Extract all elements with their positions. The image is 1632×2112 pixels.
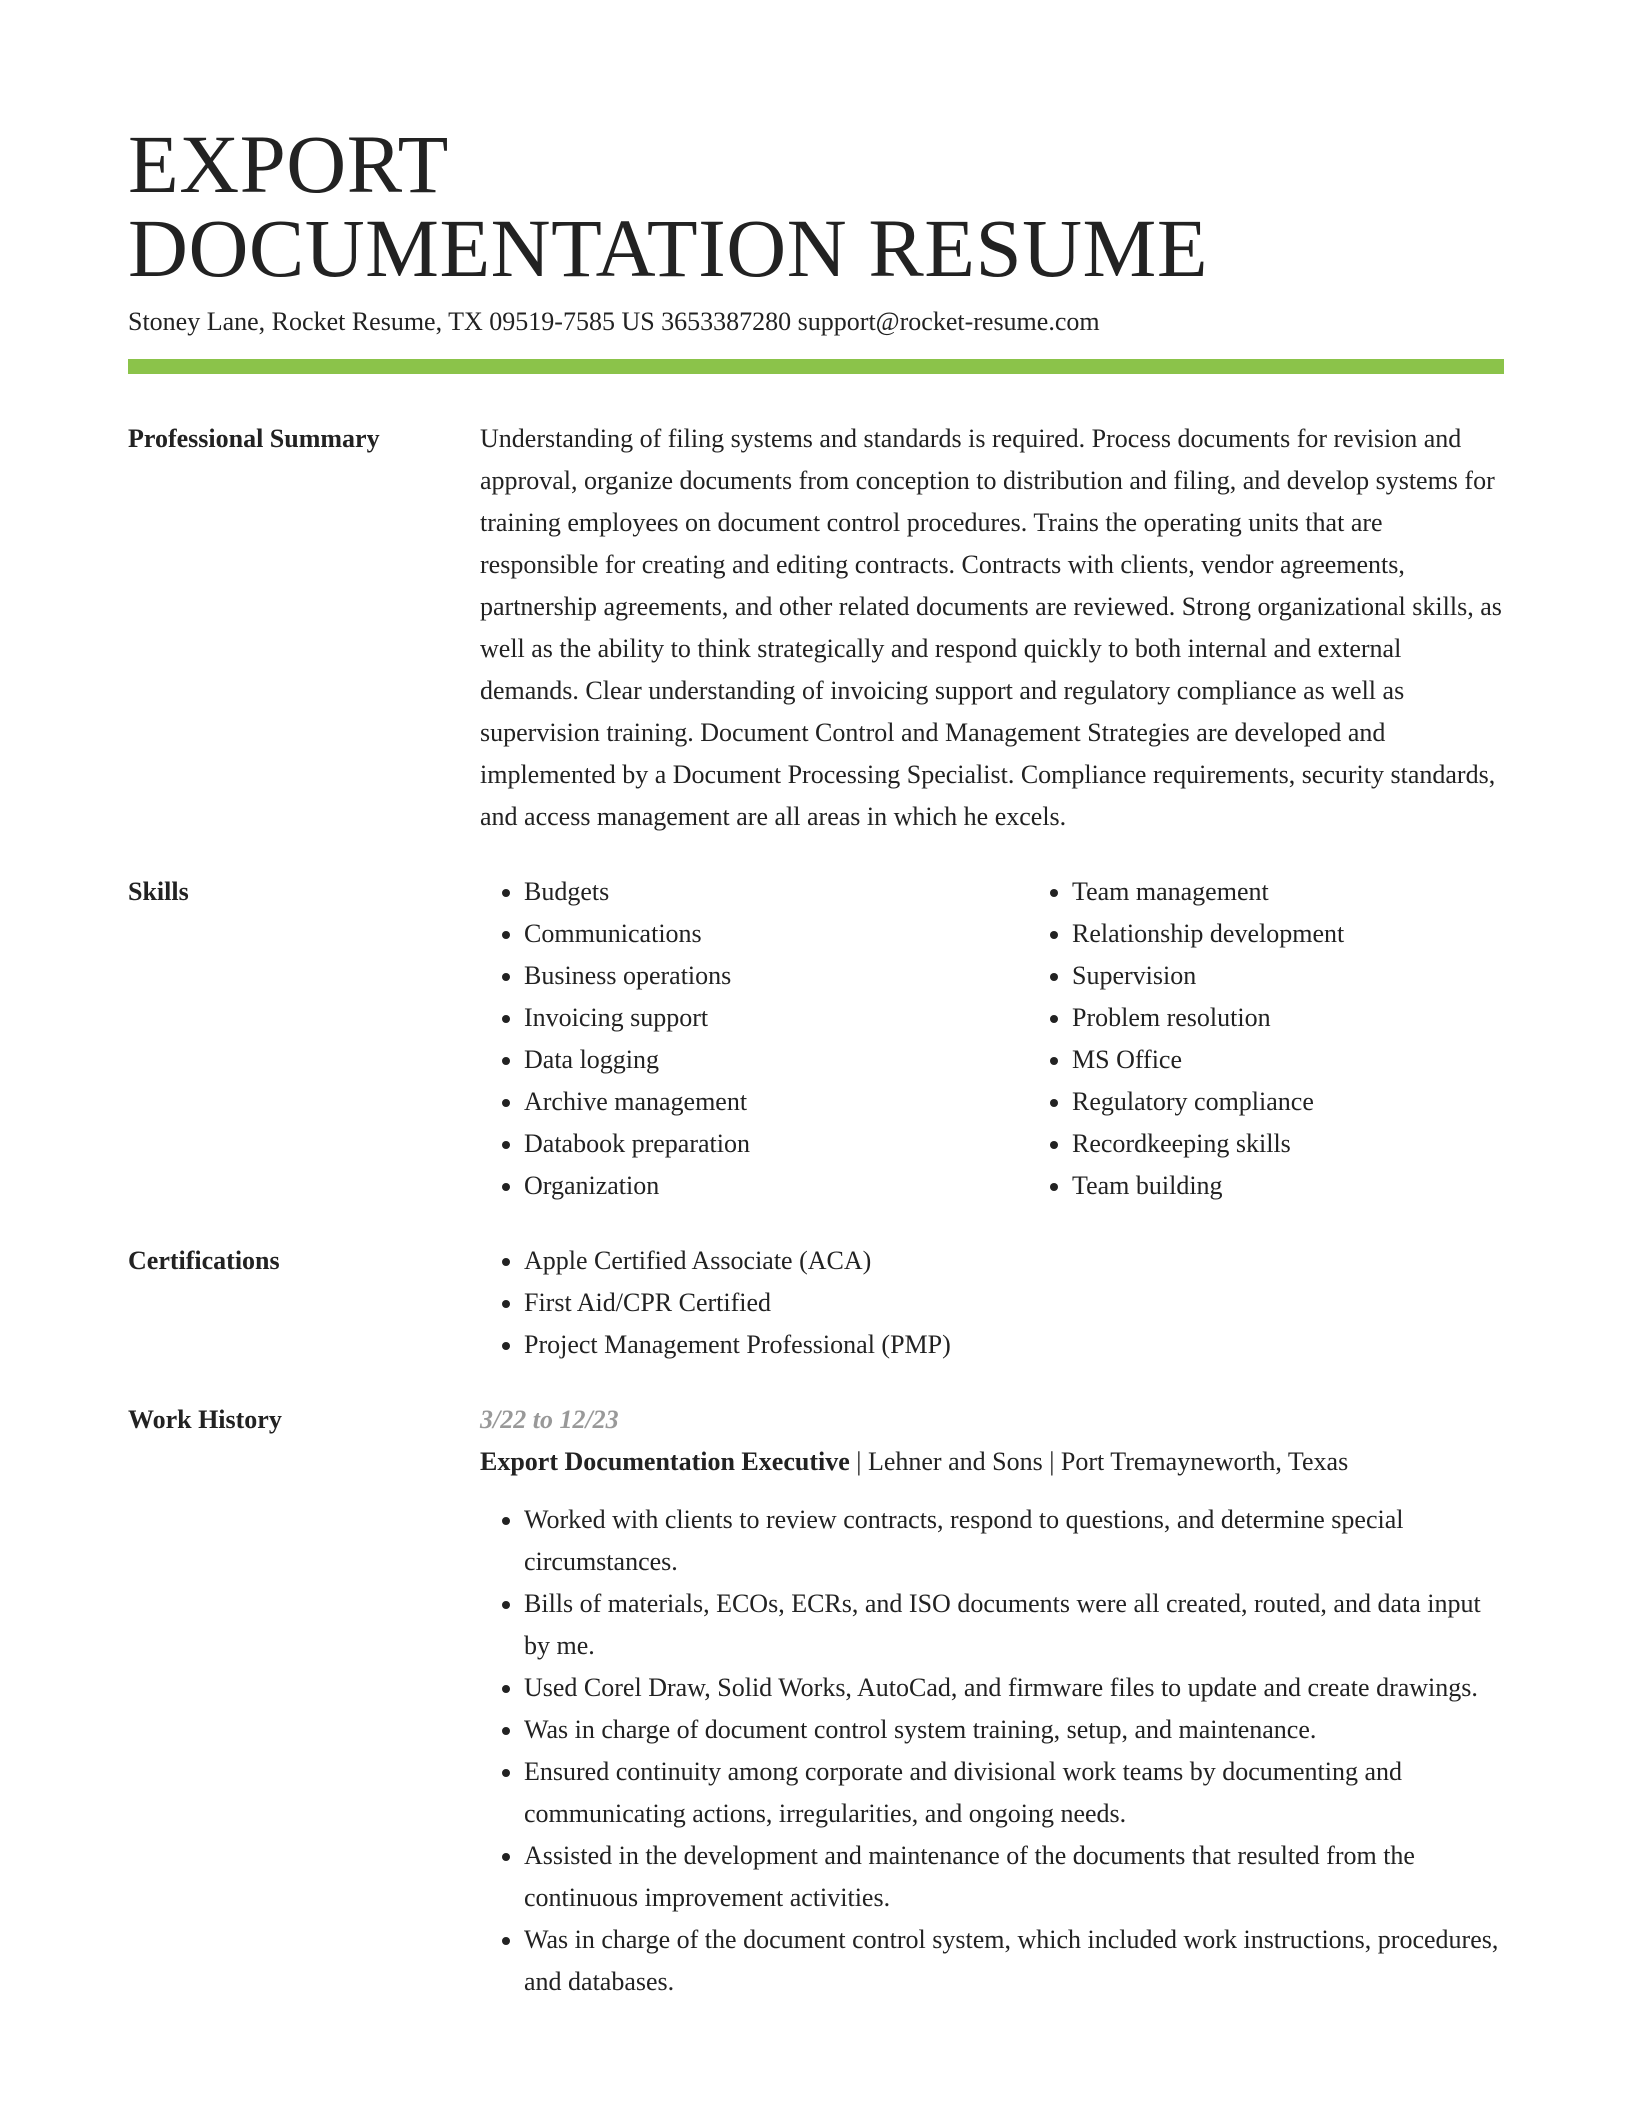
certification-item: • First Aid/CPR Certified — [524, 1282, 1504, 1324]
skill-item: • Regulatory compliance — [1072, 1081, 1576, 1123]
skills-columns — [480, 871, 1576, 1207]
section-label-certifications: Certifications — [128, 1246, 280, 1275]
job-employer-location: | Lehner and Sons | Port Tremayneworth, Texas — [849, 1447, 1349, 1476]
certifications-body — [480, 1240, 1504, 1366]
job-responsibility: • Was in charge of document control system training, setup, and maintenance. — [524, 1709, 1504, 1751]
contact-info: Stoney Lane, Rocket Resume, TX 09519-7585 US 3653387280 support@rocket-resume.com — [128, 307, 1100, 336]
certification-item: • Apple Certified Associate (ACA) — [524, 1240, 1504, 1282]
section-label-work-history: Work History — [128, 1405, 282, 1434]
job-dates: 3/22 to 12/23 — [480, 1405, 619, 1434]
skill-item: • Archive management — [524, 1081, 1028, 1123]
professional-summary-section — [128, 418, 1504, 838]
resume-title-line-2: DOCUMENTATION RESUME — [128, 202, 1209, 294]
skill-item: • Recordkeeping skills — [1072, 1123, 1576, 1165]
certification-item: • Project Management Professional (PMP) — [524, 1324, 1504, 1366]
job-responsibility: • Ensured continuity among corporate and divisional work teams by documenting and communicating actions, irregularities, and ongoing needs. — [524, 1751, 1504, 1835]
job-responsibility: • Bills of materials, ECOs, ECRs, and ISO documents were all created, routed, and data input by me. — [524, 1583, 1504, 1667]
job-responsibility: • Assisted in the development and maintenance of the documents that resulted from the continuous improvement activities. — [524, 1835, 1504, 1919]
job-responsibility: • Was in charge of the document control system, which included work instructions, procedures, and databases. — [524, 1919, 1504, 2003]
resume-title — [128, 0, 1504, 294]
skill-item: • Relationship development — [1072, 913, 1576, 955]
job-responsibility: • Worked with clients to review contracts, respond to questions, and determine special circumstances. — [524, 1499, 1504, 1583]
skills-list-right — [1028, 871, 1576, 1207]
job-responsibility: • Used Corel Draw, Solid Works, AutoCad, and firmware files to update and create drawings. — [524, 1667, 1504, 1709]
work-history-body — [480, 1399, 1504, 2003]
skill-item: • Invoicing support — [524, 997, 1028, 1039]
skill-item: • Team building — [1072, 1165, 1576, 1207]
job-heading — [480, 1441, 1504, 1483]
skill-item: • Budgets — [524, 871, 1028, 913]
skills-section — [128, 871, 1504, 1207]
resume-title-line-1: EXPORT — [128, 118, 449, 210]
skills-list-left — [480, 871, 1028, 1207]
skill-item: • Communications — [524, 913, 1028, 955]
job-title: Export Documentation Executive — [480, 1447, 850, 1476]
skill-item: • Organization — [524, 1165, 1028, 1207]
section-label-professional-summary: Professional Summary — [128, 424, 380, 453]
accent-divider — [128, 359, 1504, 374]
certifications-section — [128, 1240, 1504, 1366]
skill-item: • Supervision — [1072, 955, 1576, 997]
professional-summary-body — [480, 418, 1504, 838]
job-responsibilities-list — [480, 1499, 1504, 2003]
skill-item: • Business operations — [524, 955, 1028, 997]
certifications-list — [480, 1240, 1504, 1366]
section-label-skills: Skills — [128, 877, 189, 906]
skill-item: • Problem resolution — [1072, 997, 1576, 1039]
skill-item: • Data logging — [524, 1039, 1028, 1081]
skill-item: • Databook preparation — [524, 1123, 1028, 1165]
professional-summary-text: Understanding of filing systems and standards is required. Process documents for revision and approval, organize documents from conception to distribution and filing, and develop systems for training employees on document control procedures. Trains the operating units that are responsible for creating and editing contracts. Contracts with clients, vendor agreements, partnership agreements, and other related documents are reviewed. Strong organizational skills, as well as the ability to think strategically and respond quickly to both internal and external demands. Clear understanding of invoicing support and regulatory compliance as well as supervision training. Document Control and Management Strategies are developed and implemented by a Document Processing Specialist. Compliance requirements, security standards, and access management are all areas in which he excels. — [480, 424, 1502, 831]
skill-item: • MS Office — [1072, 1039, 1576, 1081]
resume-page — [128, 0, 1504, 2003]
work-history-section — [128, 1399, 1504, 2003]
skill-item: • Team management — [1072, 871, 1576, 913]
